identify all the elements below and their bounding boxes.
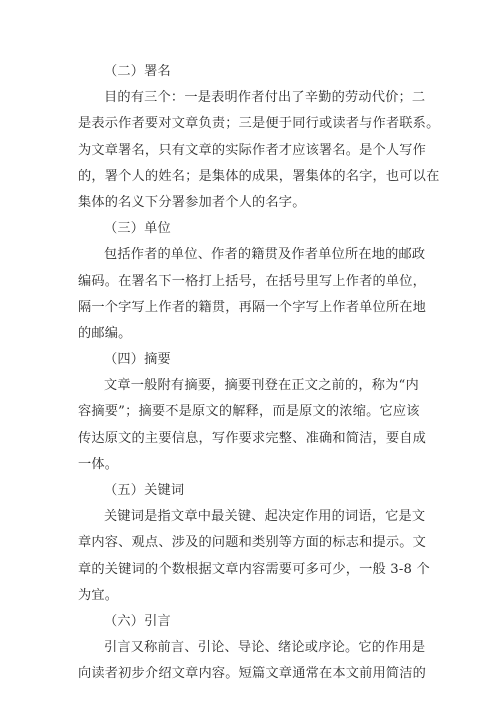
paragraph-line: 章的关键词的个数根据文章内容需要可多可少，一般 3-8 个 (78, 561, 430, 577)
paragraph-line: 的，署个人的姓名；是集体的成果，署集体的名字，也可以在 (78, 168, 440, 184)
paragraph-line: 向读者初步介绍文章内容。短篇文章通常在本文前用简洁的 (78, 666, 427, 682)
paragraph-line: 容摘要”；摘要不是原文的解释，而是原文的浓缩。它应该 (78, 404, 420, 420)
paragraph-line: 一体。 (78, 456, 119, 472)
paragraph-line: 编码。在署名下一格打上括号，在括号里写上作者的单位， (78, 273, 427, 289)
paragraph-line: 集体的名义下分署参加者个人的名字。 (78, 194, 306, 210)
paragraph-line: 目的有三个：一是表明作者付出了辛勤的劳动代价；二 (104, 90, 426, 106)
paragraph-line: 章内容、观点、涉及的问题和类别等方面的标志和提示。文 (78, 535, 427, 551)
paragraph-line: 传达原文的主要信息，写作要求完整、准确和简洁，要自成 (78, 430, 427, 446)
paragraph-line: 文章一般附有摘要，摘要刊登在正文之前的，称为“内 (104, 378, 419, 394)
document-body (78, 59, 438, 688)
section-heading-signature: （二）署名 (104, 64, 171, 79)
section-heading-abstract: （四）摘要 (104, 352, 171, 368)
paragraph-line: 为文章署名，只有文章的实际作者才应该署名。是个人写作 (78, 142, 427, 158)
paragraph-line: 是表示作者要对文章负责；三是便于同行或读者与作者联系。 (78, 116, 440, 132)
paragraph-line: 的邮编。 (78, 325, 132, 341)
paragraph-line: 引言又称前言、引论、导论、绪论或序论。它的作用是 (104, 640, 426, 656)
paragraph-line: 为宜。 (78, 587, 119, 603)
paragraph-line: 包括作者的单位、作者的籍贯及作者单位所在地的邮政 (104, 247, 426, 263)
section-heading-keywords: （五）关键词 (104, 483, 185, 498)
section-heading-introduction: （六）引言 (104, 613, 171, 629)
paragraph-line: 关键词是指文章中最关键、起决定作用的词语，它是文 (104, 509, 426, 525)
paragraph-line: 隔一个字写上作者的籍贯，再隔一个字写上作者单位所在地 (78, 299, 427, 315)
section-heading-unit: （三）单位 (104, 221, 171, 237)
